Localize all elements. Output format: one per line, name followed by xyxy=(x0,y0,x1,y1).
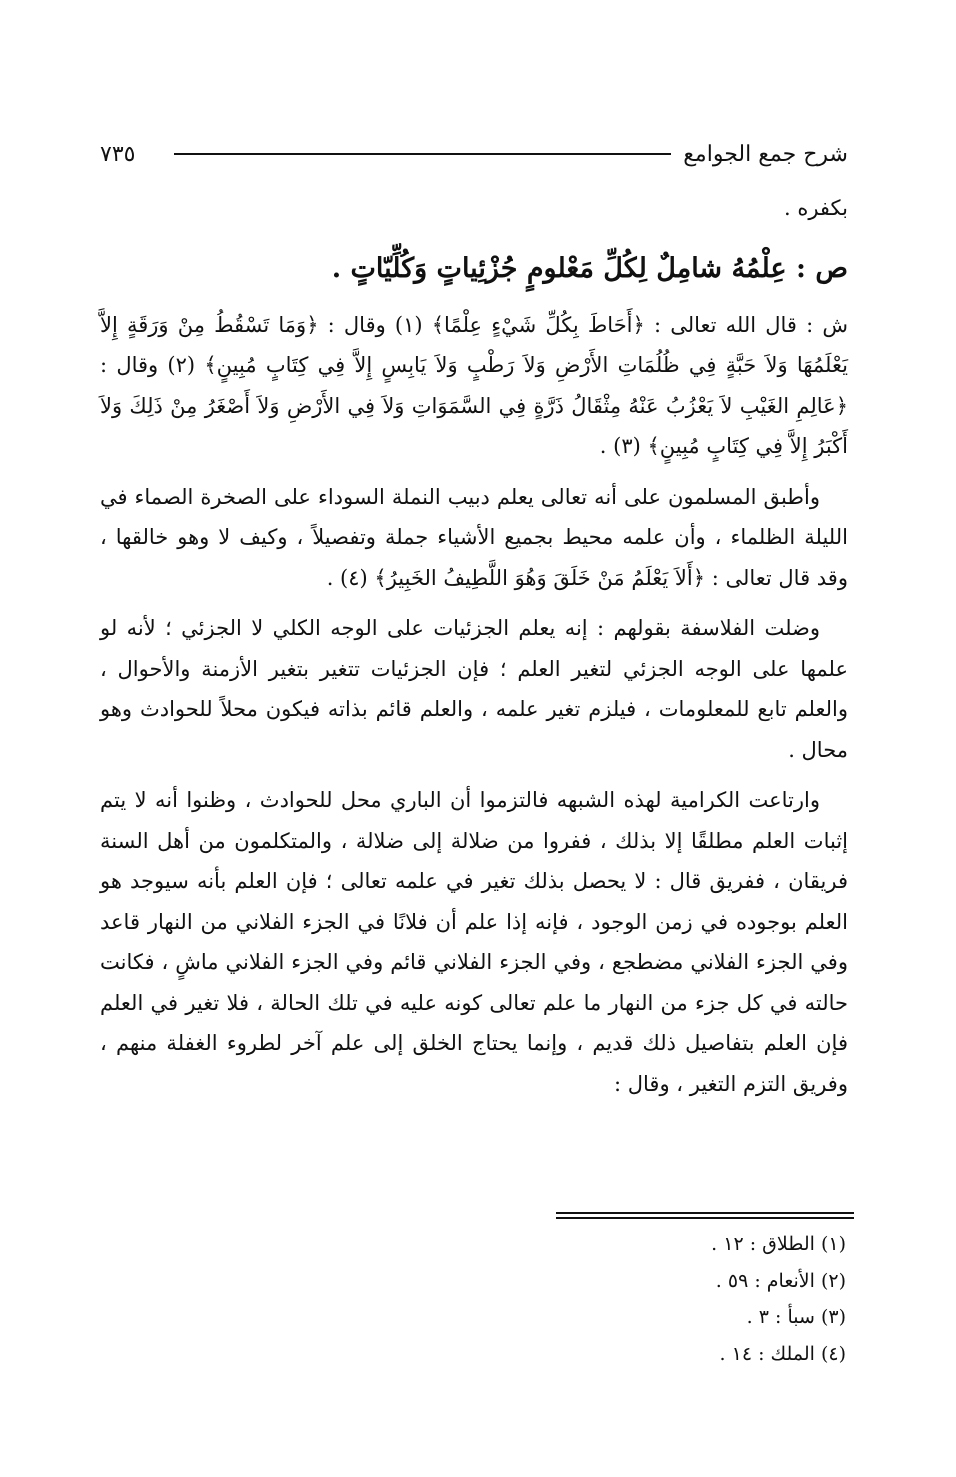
main-text xyxy=(100,188,848,1114)
page-number: ٧٣٥ xyxy=(100,141,136,167)
footnote-4: (٤) الملك : ١٤ . xyxy=(719,1342,846,1365)
footnote-1: (١) الطلاق : ١٢ . xyxy=(711,1233,846,1255)
footnote-separator xyxy=(556,1212,854,1219)
running-header xyxy=(100,134,848,174)
matn-statement: ص : عِلْمُهُ شامِلٌ لِكُلِّ مَعْلومٍ جُزْئِياتٍ وَكُلِّيّاتٍ . xyxy=(331,252,848,284)
book-title: شرح جمع الجوامع xyxy=(683,141,848,167)
continuation-line: بكفره . xyxy=(783,196,848,220)
commentary-paragraph-1: ش : قال الله تعالى : ﴿أَحَاطَ بِكُلِّ شَيْءٍ عِلْمًا﴾ (١) وقال : ﴿وَمَا تَسْقُطُ مِنْ وَرَقَةٍ إِلاَّ يَعْلَمُهَا وَلاَ حَبَّةٍ فِي ظُلُمَاتِ الأَرْضِ وَلاَ رَطْبٍ وَلاَ يَابِسٍ إِلاَّ فِي كِتَابٍ مُبِينٍ﴾ (٢) وقال : ﴿عَالِمِ الغَيْبِ لاَ يَعْزُبُ عَنْهُ مِثْقَالُ ذَرَّةٍ فِي السَّمَوَاتِ وَلاَ فِي الأَرْضِ وَلاَ أَصْغَرُ مِنْ ذَلِكَ وَلاَ أَكْبَرُ إِلاَّ فِي كِتَابٍ مُبِينٍ﴾ (٣) . xyxy=(100,312,849,458)
footnote-3: (٣) سبأ : ٣ . xyxy=(746,1306,846,1328)
commentary-paragraph-4: وارتاعت الكرامية لهذه الشبهه فالتزموا أن الباري محل للحوادث ، وظنوا أنه لا يتم إثبات العلم مطلقًا إلا بذلك ، ففروا من ضلالة إلى ضلالة ، والمتكلمون من أهل السنة فريقان ، ففريق قال : لا يحصل بذلك تغير في علمه تعالى ؛ فإن العلم بأنه سيوجد هو العلم بوجوده في زمن الوجود ، فإنه إذا علم أن فلانًا في الجزء الفلاني من النهار قاعد وفي الجزء الفلاني مضطجع ، وفي الجزء الفلاني قائم وفي الجزء الفلاني ماشٍ ، فكانت حالته في كل جزء من النهار ما علم تعالى كونه عليه في تلك الحالة ، فلا تغير في العلم فإن العلم بتفاصيل ذلك قديم ، وإنما يحتاج الخلق إلى علم آخر لطروء الغفلة منهم ، وفريق التزم التغير ، وقال : xyxy=(100,788,848,1096)
commentary-paragraph-3: وضلت الفلاسفة بقولهم : إنه يعلم الجزئيات على الوجه الكلي لا الجزئي ؛ لأنه لو علمها على الوجه الجزئي لتغير العلم ؛ فإن الجزئيات تتغير بتغير الأزمنة والأحوال ، والعلم تابع للمعلومات ، فيلزم تغير علمه ، والعلم قائم بذاته فيكون محلاً للحوادث وهو محال . xyxy=(100,616,848,762)
header-rule xyxy=(174,153,671,155)
footnote-2: (٢) الأنعام : ٥٩ . xyxy=(715,1269,846,1292)
footnotes xyxy=(556,1226,846,1372)
commentary-paragraph-2: وأطبق المسلمون على أنه تعالى يعلم دبيب النملة السوداء على الصخرة الصماء في الليلة الظلماء ، وأن علمه محيط بجميع الأشياء جملة وتفصيلاً ، وكيف لا وهو خالقها ، وقد قال تعالى : ﴿أَلاَ يَعْلَمُ مَنْ خَلَقَ وَهُوَ اللَّطِيفُ الخَبِيرُ﴾ (٤) . xyxy=(100,484,848,590)
